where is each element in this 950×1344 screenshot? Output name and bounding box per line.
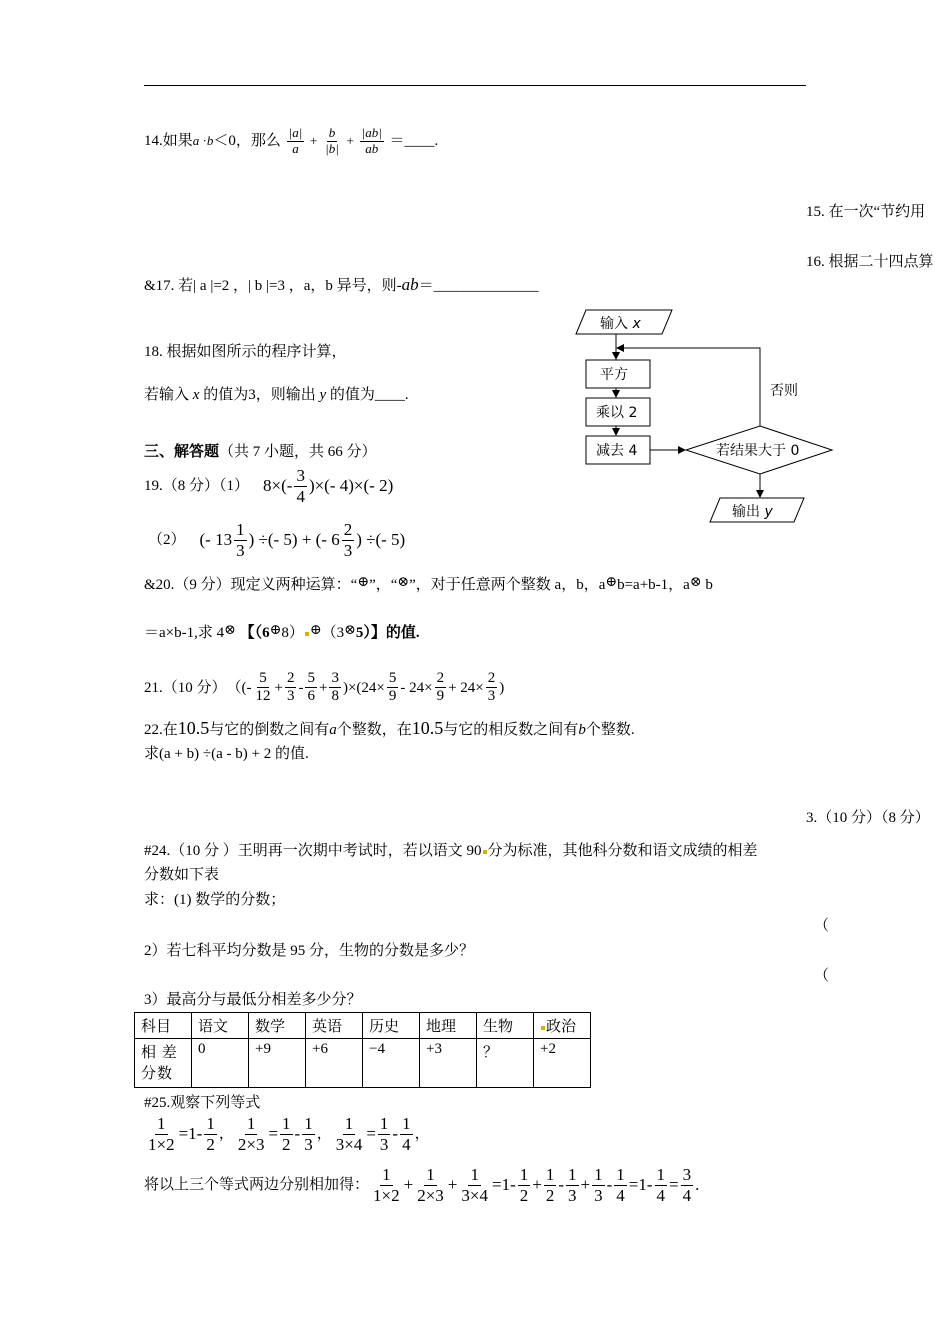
flow-decision-label: 若结果大于 0 xyxy=(716,443,800,459)
q24-text-b: 分为标准，其他科分数和语文成绩的相差 xyxy=(487,843,758,859)
q14-plus-1: + xyxy=(310,132,318,148)
sum-plus-4: + xyxy=(580,1174,591,1194)
eq1-rn: 1 xyxy=(206,1114,215,1133)
q14-t2-den: |b| xyxy=(325,140,339,156)
sum-f2d: 2×3 xyxy=(417,1185,444,1205)
score-difference-table xyxy=(134,1012,591,1088)
eq1-rhs-frac xyxy=(204,1114,217,1154)
sum-h4d: 3 xyxy=(594,1185,603,1205)
q19-p1-den: 4 xyxy=(296,486,305,506)
q21-f3n: 5 xyxy=(305,670,317,688)
question-23: 3.（10 分）（8 分） xyxy=(806,810,930,826)
q17-ab: ab xyxy=(401,275,419,294)
table-header-cell xyxy=(534,1013,591,1039)
eq2-rn2: 1 xyxy=(304,1114,313,1133)
sum-h3 xyxy=(566,1165,579,1205)
eq2-eq: = xyxy=(268,1123,279,1143)
sum-h1n: 1 xyxy=(519,1165,529,1184)
sum-f1d: 1×2 xyxy=(373,1185,400,1205)
eq2-rhs-frac-2 xyxy=(302,1114,315,1154)
q18-y: y xyxy=(319,387,327,403)
sum-h5d: 4 xyxy=(616,1185,625,1205)
q22-var-b: b xyxy=(578,722,586,738)
table-header-cell: 地理 xyxy=(420,1013,477,1039)
marker-dot xyxy=(483,850,487,854)
sum-h2n: 1 xyxy=(545,1165,555,1184)
question-24-line-2: 分数如下表 xyxy=(144,867,220,883)
flow-output-y: y xyxy=(764,504,773,520)
question-20-line-1 xyxy=(144,576,713,594)
sum-f2 xyxy=(415,1165,446,1205)
q19-label: 19.（8 分）（1） xyxy=(144,478,250,495)
q19-p2-n1: 1 xyxy=(236,520,245,539)
eq3-rd2: 4 xyxy=(402,1134,411,1154)
q21-b: )×(24× xyxy=(342,679,385,696)
table-header-cell: 数学 xyxy=(249,1013,306,1039)
sum-f3 xyxy=(459,1165,490,1205)
q21-plus-1: + xyxy=(274,679,283,696)
q21-f6n: 2 xyxy=(435,670,447,688)
eq1-rhs: =1- xyxy=(178,1123,203,1143)
table-cell: +6 xyxy=(306,1039,363,1088)
table-row xyxy=(135,1039,591,1088)
sum-result xyxy=(681,1165,694,1205)
q22-e: 个整数. xyxy=(585,722,635,738)
q22-var-a: a xyxy=(329,722,337,738)
marker-dot xyxy=(541,1026,545,1030)
eq3-rhs-frac-2 xyxy=(400,1114,413,1154)
q18-text-b: 的值为3，则输出 xyxy=(203,387,316,403)
q21-f1d: 12 xyxy=(255,688,271,705)
table-header-row xyxy=(135,1013,591,1039)
table-cell: +3 xyxy=(420,1039,477,1088)
q21-c: - 24× xyxy=(400,679,433,696)
circled-plus-icon: ⊕ xyxy=(309,623,322,638)
q21-frac-5 xyxy=(387,670,399,706)
sum-plus-2: + xyxy=(447,1174,458,1194)
q19-p1-num: 3 xyxy=(296,466,305,485)
q19-p2-label: （2） xyxy=(148,532,186,549)
q20-text-b: ”，“ xyxy=(369,577,398,593)
table-cell: ？ xyxy=(477,1039,534,1088)
flow-otherwise-label: 否则 xyxy=(770,383,798,399)
q21-frac-1 xyxy=(254,670,273,706)
q19-p1-frac xyxy=(294,466,307,506)
section-3-note: （共 7 小题，共 66 分） xyxy=(219,444,377,460)
table-header-cell: 历史 xyxy=(363,1013,420,1039)
eq1-n: 1 xyxy=(157,1114,166,1133)
eq3-n: 1 xyxy=(344,1114,354,1133)
q19-p1-b: )×(- 4)×(- 2) xyxy=(308,475,394,495)
eq3-eq: = xyxy=(366,1123,376,1143)
sum-eq-3: = xyxy=(669,1174,679,1194)
q22-b: 与它的倒数之间有 xyxy=(209,722,330,738)
sum-eq-2: =1- xyxy=(628,1174,653,1194)
question-25-equations xyxy=(144,1114,430,1154)
q21-f4d: 8 xyxy=(331,688,339,705)
q21-f3d: 6 xyxy=(307,688,315,705)
q14-t2-num: b xyxy=(328,125,336,140)
eq3-rd1: 3 xyxy=(379,1134,389,1154)
circled-plus-icon: ⊕ xyxy=(357,575,370,590)
q22-value-2: 10.5 xyxy=(411,718,444,738)
eq3-d: 3×4 xyxy=(335,1134,363,1154)
eq3-lhs xyxy=(334,1114,365,1154)
eq3-rn1: 1 xyxy=(379,1114,389,1133)
eq2-sep: ， xyxy=(316,1126,332,1143)
table-cell: 0 xyxy=(192,1039,249,1088)
eq2-rd2: 3 xyxy=(304,1134,313,1154)
q21-frac-4 xyxy=(329,670,341,706)
table-header-politics: 政治 xyxy=(546,1019,577,1035)
q21-f5d: 9 xyxy=(388,688,397,705)
q22-c: 个整数，在 xyxy=(336,722,412,738)
circled-times-icon: ⊗ xyxy=(224,623,236,638)
eq2-rn1: 1 xyxy=(282,1114,291,1133)
q20-text-e: b xyxy=(701,577,713,593)
question-25-title: #25.观察下列等式 xyxy=(144,1095,261,1111)
q20-text-d: b=a+b-1，a xyxy=(617,577,690,593)
sum-eq-1: =1- xyxy=(491,1174,516,1194)
q21-plus-2: + xyxy=(318,679,328,696)
q21-f7d: 3 xyxy=(487,688,496,705)
sum-label: 将以上三个等式两边分别相加得： xyxy=(144,1177,370,1194)
table-row-label: 相 差 分数 xyxy=(135,1039,192,1088)
q20-line2-e: 5）】的值. xyxy=(355,625,420,641)
eq3-rn2: 1 xyxy=(402,1114,411,1133)
eq2-d: 2×3 xyxy=(237,1134,265,1154)
sum-h2 xyxy=(544,1165,557,1205)
eq3-minus: - xyxy=(392,1123,399,1143)
sum-h6n: 1 xyxy=(656,1165,666,1184)
sum-res-n: 3 xyxy=(682,1165,692,1184)
question-20-line-2 xyxy=(144,624,420,642)
q21-minus-1: - xyxy=(298,679,304,696)
eq1-lhs xyxy=(146,1114,177,1154)
q14-condition: ＜0，那么 xyxy=(213,132,281,149)
paren-mark-2: （ xyxy=(814,968,830,984)
table-cell: −4 xyxy=(363,1039,420,1088)
q14-blank: ＝____. xyxy=(389,132,439,149)
sum-f2n: 1 xyxy=(426,1165,435,1184)
question-22-line-2: 求(a + b) ÷(a - b) + 2 的值. xyxy=(144,746,309,762)
question-15: 15. 在一次“节约用 xyxy=(806,204,926,220)
flow-square-label: 平方 xyxy=(600,367,628,383)
q19-p2-n2: 2 xyxy=(343,520,353,539)
q19-p2-a: (- 13 xyxy=(199,529,233,549)
q19-p2-c: ) ÷(- 5) xyxy=(356,529,406,549)
sum-f1 xyxy=(371,1165,402,1205)
question-17 xyxy=(144,275,539,295)
sum-end: . xyxy=(695,1174,700,1194)
eq2-minus: - xyxy=(294,1123,301,1143)
eq1-rd: 2 xyxy=(206,1134,215,1154)
q19-p1-a: 8×(- xyxy=(263,475,293,495)
eq3-sep: ， xyxy=(414,1126,430,1143)
q14-term-2 xyxy=(323,126,341,157)
question-18-line-1: 18. 根据如图所示的程序计算， xyxy=(144,344,347,360)
q22-value-1: 10.5 xyxy=(177,718,210,738)
q21-frac-6 xyxy=(435,670,447,706)
eq2-rd1: 2 xyxy=(282,1134,291,1154)
q20-text-a: &20.（9 分）现定义两种运算：“ xyxy=(144,577,358,593)
question-18-line-2 xyxy=(144,386,409,404)
circled-times-icon: ⊗ xyxy=(689,575,702,590)
sum-h5n: 1 xyxy=(616,1165,625,1184)
sum-h3n: 1 xyxy=(568,1165,577,1184)
section-3-heading xyxy=(144,443,377,461)
sum-h4 xyxy=(592,1165,605,1205)
q14-var-a: a xyxy=(192,132,200,148)
q14-plus-2: + xyxy=(346,132,354,148)
q20-text-c: ”，对于任意两个整数 a，b，a xyxy=(409,577,606,593)
question-21 xyxy=(144,670,504,706)
flow-minus-label: 减去 4 xyxy=(596,443,638,459)
sum-h6 xyxy=(655,1165,668,1205)
program-flowchart xyxy=(560,300,840,530)
question-14: 14.如果a ·b＜0，那么 $\frac{|a|}{a}$ + $\frac{b}{|b|}$ + $\frac{|ab|}{ab}$ ＝____. xyxy=(144,125,439,156)
q19-p2-d1: 3 xyxy=(236,540,245,560)
q14-t3-num: |ab| xyxy=(361,125,382,140)
sum-h2d: 2 xyxy=(545,1185,555,1205)
q19-p2-frac-2 xyxy=(342,520,355,560)
question-25-sum xyxy=(144,1165,699,1205)
sum-plus-3: + xyxy=(532,1174,542,1194)
sum-h6d: 4 xyxy=(656,1185,666,1205)
q20-line2-a: ＝a×b-1,求 4 xyxy=(144,625,225,641)
sum-f3d: 3×4 xyxy=(461,1185,488,1205)
table-cell: +2 xyxy=(534,1039,591,1088)
section-3-title: 三、解答题 xyxy=(144,444,220,460)
q14-prefix: 14.如果 xyxy=(144,132,193,149)
q18-x: x xyxy=(192,387,200,403)
eq1-d: 1×2 xyxy=(148,1134,175,1154)
marker-dot xyxy=(305,632,309,636)
flow-input-label: 输入 x xyxy=(600,316,641,332)
eq2-rhs-frac-1 xyxy=(280,1114,293,1154)
flow-times-label: 乘以 2 xyxy=(596,405,638,421)
sum-plus-1: + xyxy=(403,1174,414,1194)
circled-times-icon: ⊗ xyxy=(397,575,410,590)
table-header-cell: 语文 xyxy=(192,1013,249,1039)
flow-output-label: 输出 y xyxy=(732,504,773,520)
q19-p2-d2: 3 xyxy=(343,540,353,560)
paren-mark-1: （ xyxy=(814,918,830,934)
q19-p2-b: ) ÷(- 5) + (- 6 xyxy=(248,529,340,549)
q21-f1n: 5 xyxy=(257,670,269,688)
q21-frac-7 xyxy=(486,670,498,706)
q14-t3-den: ab xyxy=(365,140,379,156)
table-header-cell: 英语 xyxy=(306,1013,363,1039)
sum-f1n: 1 xyxy=(382,1165,391,1184)
question-24-line-4: 2）若七科平均分数是 95 分，生物的分数是多少？ xyxy=(144,943,475,959)
table-header-cell: 科目 xyxy=(135,1013,192,1039)
question-19-part-1 xyxy=(144,466,393,506)
q18-text-c: 的值为____. xyxy=(329,387,409,403)
q14-term-3 xyxy=(360,126,384,157)
circled-plus-icon: ⊕ xyxy=(605,575,618,590)
q24-text-a: #24.（10 分 ）王明再一次期中考试时，若以语文 90 xyxy=(144,843,482,859)
q21-f5n: 5 xyxy=(387,670,399,688)
eq2-n: 1 xyxy=(246,1114,256,1133)
q17-blank: ＝______________ xyxy=(418,278,539,294)
circled-plus-icon: ⊕ xyxy=(269,623,282,638)
header-rule xyxy=(144,85,806,86)
sum-h1 xyxy=(518,1165,531,1205)
sum-f3n: 1 xyxy=(470,1165,479,1184)
question-24-line-5: 3）最高分与最低分相差多少分？ xyxy=(144,992,362,1008)
sum-minus-1: - xyxy=(558,1174,564,1194)
q21-frac-2 xyxy=(285,670,297,706)
q20-line2-c: 8） xyxy=(281,625,304,641)
question-24-line-1 xyxy=(144,842,758,860)
q21-f7n: 2 xyxy=(486,670,498,688)
eq3-rhs-frac-1 xyxy=(378,1114,391,1154)
q22-d: 与它的相反数之间有 xyxy=(443,722,579,738)
q21-f6d: 9 xyxy=(436,688,445,705)
q21-d: + 24× xyxy=(448,679,484,696)
q14-t1-num: |a| xyxy=(288,125,303,140)
eq2-lhs xyxy=(236,1114,267,1154)
q20-line2-d: （3 xyxy=(321,625,345,641)
table-header-cell: 生物 xyxy=(477,1013,534,1039)
q21-e: ) xyxy=(499,679,505,696)
q21-label: 21.（10 分） xyxy=(144,679,227,696)
question-24-line-3: 求：(1) 数学的分数； xyxy=(144,892,286,908)
q14-term-1 xyxy=(287,126,305,157)
q20-line2-b: 【（6 xyxy=(235,625,270,641)
sum-h5 xyxy=(614,1165,627,1205)
sum-res-d: 4 xyxy=(682,1185,692,1205)
q18-text-a: 若输入 xyxy=(144,387,190,403)
q21-a: （(- xyxy=(226,679,252,696)
circled-times-icon: ⊗ xyxy=(344,623,356,638)
q14-t1-den: a xyxy=(292,140,299,156)
table-cell: +9 xyxy=(249,1039,306,1088)
sum-h1d: 2 xyxy=(519,1185,529,1205)
q21-f4n: 3 xyxy=(329,670,341,688)
sum-h4n: 1 xyxy=(594,1165,603,1184)
eq1-sep: ， xyxy=(218,1126,234,1143)
q22-a: 22.在 xyxy=(144,722,178,738)
q21-f2d: 3 xyxy=(286,688,295,705)
q14-var-b: b xyxy=(206,132,214,148)
q17-text: &17. 若| a |=2 ，| b |=3 ，a，b 异号，则- xyxy=(144,278,402,294)
flow-input-x: x xyxy=(632,316,641,332)
sum-minus-2: - xyxy=(606,1174,613,1194)
question-22-line-1 xyxy=(144,718,635,740)
sum-h3d: 3 xyxy=(568,1185,577,1205)
q21-f2n: 2 xyxy=(285,670,297,688)
q21-frac-3 xyxy=(305,670,317,706)
q19-p2-frac-1 xyxy=(234,520,247,560)
question-16: 16. 根据二十四点算 xyxy=(806,254,934,270)
question-19-part-2 xyxy=(148,520,405,560)
